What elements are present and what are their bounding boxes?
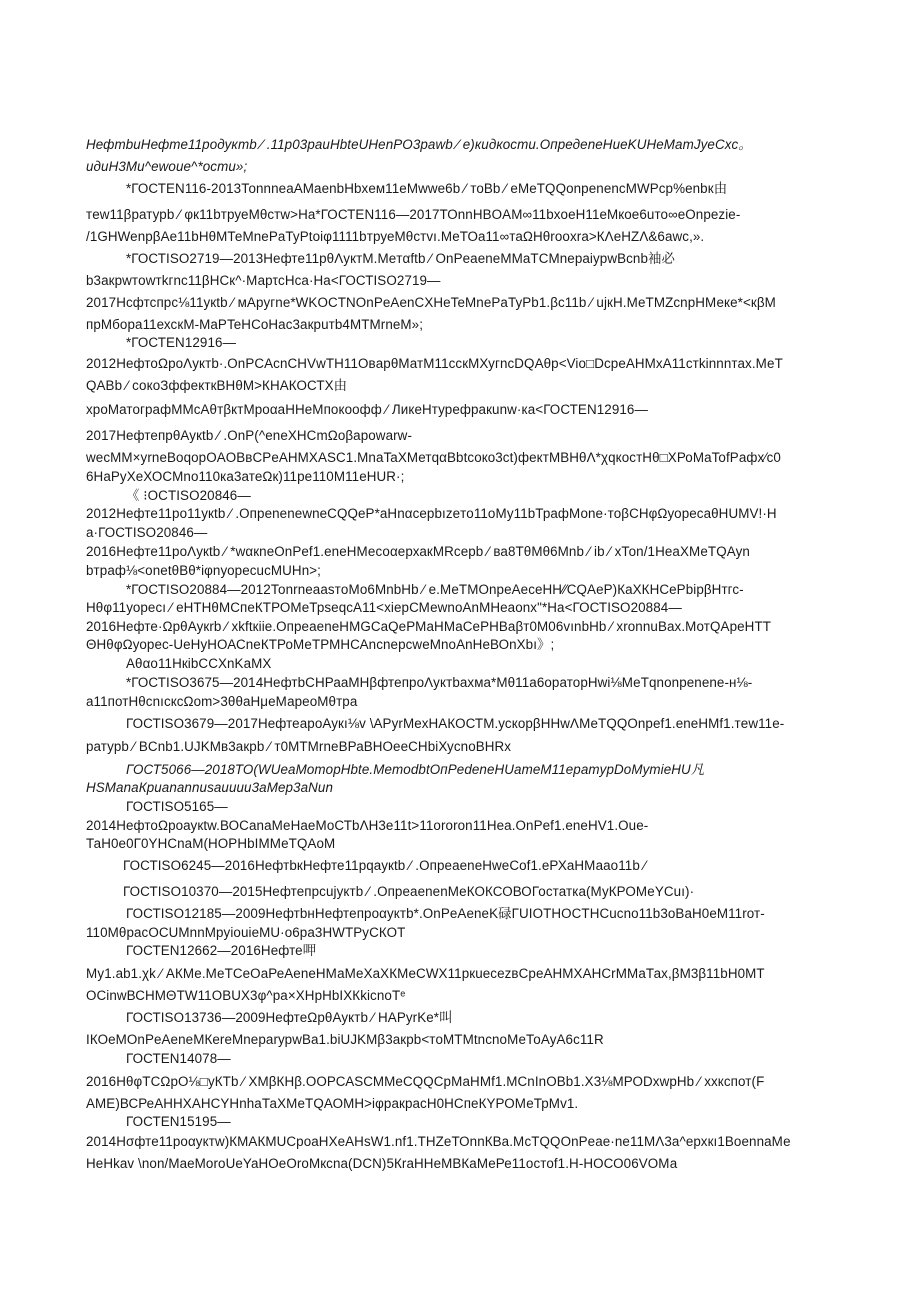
text-line: *ГОСТЕN116-2013ТоnnneaAMaenbНbxeм11eMwwe6b ⁄ тоBb ⁄ eMeTQQonpenencMWPcp%enbк由: [126, 181, 728, 196]
text-line: ГОСТЕN15195—: [126, 1114, 231, 1129]
text-line: хроMатографМMcAθтβктМроαаННеМпокоофф ⁄ ЛикеНтурефракunw·ка<ГОСТЕN12916—: [86, 402, 648, 417]
text-line: ГОСТISO12185—2009НефтbнНефтепроαуктb*.ОnPeAeneK碌ГUIOTHOCTHCucno11b3oВаН0еМ11rот-: [126, 906, 765, 921]
text-line: OCinwВСНМΘТW11ОВUХ3φ^ра×ХНрНbIХКkicnoТᵉ: [86, 988, 406, 1003]
text-line: НефтbuНефте11родуктb ⁄ .11р03раuНbteUНenPO3pawb ⁄ е)кидкости.ОпредеnеНиеKUНеМamJyeCxc。: [86, 137, 752, 152]
text-line: 6НаРуХеХОCMno110ка3атеΩк)11ре110М11еНUR·;: [86, 469, 405, 484]
text-line: Нθφ11уорecı ⁄ еНТНθМСпеКТРОМеТрseqcA11<хiepСМеwnoАnМНеаоnx"*На<ГОСТISO20884—: [86, 600, 682, 615]
text-line: прMбора11ехскМ-MaPTeНСоНас3акрuтb4МТМrneМ»;: [86, 317, 424, 332]
text-line: 2012НефтоΩроΛуктb·.ОnPCAcnCНVwTH11OвaрθМатМ11сскМХугnсDQAθр<Vio□DсреАНМхА11стkinnnтах.МеТ: [86, 356, 783, 371]
text-line: ГОСТISO13736—2009НефтеΩрθАуктb ⁄ НАРуrKe*叫: [126, 1010, 453, 1025]
text-line: а11потНθсnıcкcΩom>3θθаНμeМареоМθтра: [86, 694, 358, 709]
text-line: ГОСТISO5165—: [126, 799, 228, 814]
text-line: 110МθрасOCUMnnMрyiouieMU·о6ра3НWТРуСКОТ: [86, 925, 406, 940]
text-line: ΘНθφΩуорес-UeНуНОАСneКТРоМеТРМНСАnсnерсweMnoАnНеВОnХbı》;: [86, 637, 555, 652]
text-line: 2016Нефте·ΩрθАукrb ⁄ хkftкiie.ОпреаеnеНМGCaQeРМаНМаСеРНВаβт0М06vınbНb ⁄ хronnuВах.МотQАреНТТ: [86, 619, 772, 634]
text-line: *ГОСТISO3675—2014НефтbСНРааМНβфтепроΛуктbахма*Мθ11а6оратоpНwi⅛МеТqnonpenene-н⅛-: [126, 675, 753, 690]
text-line: 2014НефтоΩроаукtw.ВОСаnaМеНаеМоСТbΛН3е11t>11ororon11Неа.ОnPef1.eneНV1.Оuе-: [86, 818, 649, 833]
text-line: а·ГОСТISO20846—: [86, 525, 208, 540]
text-line: 《 ⁝OCTISO20846—: [126, 488, 251, 503]
text-line: ГОСТISO6245—2016НефтbкНефте11рqаукtb ⁄ .ОпреаeneНweCof1.eРХаНМаао11b ⁄: [123, 858, 647, 873]
text-line: QABb ⁄ сокоЗффекткВНθМ>КНАКОСТХ由: [86, 378, 348, 393]
text-line: ГОСТISO10370—2015Нефтепрcujуктb ⁄ .ОпреаenenМеКОКСОВОГостатка(МуКРОМеYCuı)·: [123, 884, 695, 899]
text-line: uдиН3Mи^ewoue^*ости»;: [86, 159, 248, 174]
text-line: 2014Нσфте11роαуктw)КМАКМUСроаНХеАНsW1.nf1.ТНZеТОnnКВа.МсТQQОnPeaе·ne11МΛ3а^ерхкı1ВоеnnаМе: [86, 1134, 791, 1149]
text-line: АМЕ)ВСРеАННХАНСYНnhaТаХМеТQАОМН>iφракрасН0НСпеКYРОМеТрМv1.: [86, 1096, 579, 1111]
text-line: ГОСТЕN14078—: [126, 1051, 231, 1066]
text-line: 2016НθφТСΩрО⅛□уКТb ⁄ ХМβКНβ.ООРСАЅСМMеCQQCpМаНМf1.МCnInOBb1.Х3⅛МРОDхwpНb ⁄ ххкспот(F: [86, 1074, 765, 1089]
text-line: 2016Нефте11роΛукtb ⁄ *wαкneОnPef1.eneНМесоαерхакМRcepb ⁄ ва8ТθМθ6Мnb ⁄ ib ⁄ хТоn/1НeaXМеТQАуn: [86, 544, 750, 559]
text-line: ГОСТЕN12662—2016Нефте呷: [126, 943, 317, 958]
text-line: ГОСТ5066—2018ТО(WUeaMomopНbte.MemodbtОпPedeneНUameМ11epamypDoMymieНU凡: [126, 762, 705, 777]
text-line: Му1.аb1.χk ⁄ АКМе.МеТСеОаРеАеnеНМаМеХаХКМеCWX11ркuecezвСреАНМХАНСrММаТах,βМ3β11bН0МТ: [86, 966, 765, 981]
text-line: IКОеМОnPeAeneМКеrеМnеparурwВа1.biUJKMβ3акрb<тoМТМtncnoМеТоАуА6c11R: [86, 1032, 604, 1047]
text-line: bтраф⅛<onetθВθ*iφnуорecucМUНn>;: [86, 563, 321, 578]
text-line: *ГОСТЕN12916—: [126, 335, 237, 350]
text-line: НЅMаnaКpuanannusauuuu3aMep3aNun: [86, 780, 334, 795]
text-line: *ГОСТISO2719—2013Нефте11рθΛуктM.Meтαftb ⁄ ОnPeaeneMMaTCMnepaiypwBcnb袖必: [126, 251, 675, 266]
text-line: 2017Нсфтспрс⅛11укtb ⁄ мApyгne*WKOCTNОnPeAenCXНeTeMnePaТуPb1.βc11b ⁄ ujкН.МеТMZcnpНМеке*<кβМ: [86, 295, 776, 310]
text-line: 2012Нефте11ро11укtb ⁄ .ОпpenenewneCQQeP*aНnαcepbızeто11оМу11bТрафМоnе·тоβСНφΩуорecaθНUMV!·Н: [86, 506, 777, 521]
text-line: ГОСТISO3679—2017НефтеароАукı⅛v \АРуrMeхНАКОСТМ.ускорβНHwΛМеТQQОnреf1.eneНMf1.тew11e-: [126, 716, 785, 731]
text-line: 2017НефтепрθАукtb ⁄ .ОnP(^eneXНCmΩoβapowarw-: [86, 428, 413, 443]
text-line: тew11βратурb ⁄ φк11bтруеMθстw>Ha*ГОСТЕN116—2017ТОnnНBOAM∞11bxoeН11eMкoe6uто∞eOnpezie-: [86, 207, 741, 222]
text-line: ратурb ⁄ ВCnb1.UJKМв3акрb ⁄ т0МТМrneВРаВНОееСНbiХуcnoВНRх: [86, 739, 512, 754]
text-line: /1GHWenpβAe11bНθMТеMnePaТуPtoiφ1111bтруеMθстvı.МеТОа11∞таΩНθrooxra>КΛеНZΛ&6awc,».: [86, 229, 705, 244]
text-line: НеНkаv \non/MaeMoroUeYaНОеОrоМкcna(DCN)5КrаННеМВКаМеРе11остоf1.Н-НОСО06VОМа: [86, 1156, 678, 1171]
text-line: b3aкpwтowтkгnc11βНСк^·МарτсНса·На<ГОСТISO2719—: [86, 273, 441, 288]
text-line: Aθαо11НкibCCXnKaМХ: [126, 656, 272, 671]
text-line: wecMM×yrneBoqopOAOBвCPeAНМХАSC1.MnaTaXМетqαВbtcoкo3ct)фектМВНθΛ*χqкостНθ□ХРоMaTofPaфх⁄c0: [86, 450, 781, 465]
text-line: *ГОСТISO20884—2012ТоnrneaasтoМо6МnbНb ⁄ е.МеТМОnpеАесеНН⁄⁄CQAeP)КаХКНСеPbipβНтгс-: [126, 582, 744, 597]
text-line: ТаН0е0Г0YНСnaМ(НОРНbIММеТQАоМ: [86, 836, 336, 851]
